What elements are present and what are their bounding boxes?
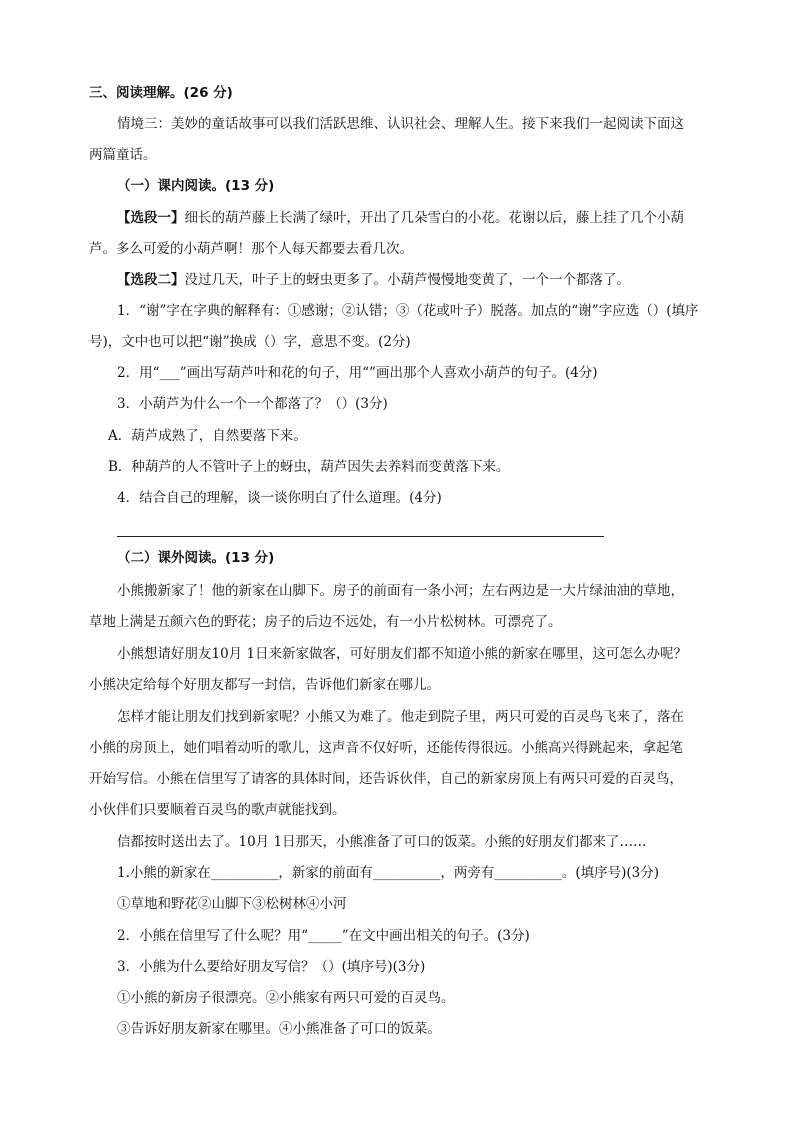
story-p2-line-2: 小熊决定给每个好朋友都写一封信，告诉他们新家在哪儿。 bbox=[89, 677, 440, 693]
passage2-tag: 【选段二】 bbox=[117, 272, 185, 288]
passage1-line-2: 芦。多么可爱的小葫芦啊！那个人每天都要去看几次。 bbox=[89, 241, 413, 257]
story-p3-line-3: 开始写信。小熊在信里写了请客的具体时间，还告诉伙伴，自己的新家房顶上有两只可爱的百灵鸟， bbox=[89, 771, 683, 787]
section-title: 三、阅读理解。(26 分) bbox=[89, 85, 233, 101]
part2-q3-options-1: ①小熊的新房子很漂亮。②小熊家有两只可爱的百灵鸟。 bbox=[117, 990, 455, 1006]
part1-title: （一）课内阅读。(13 分) bbox=[117, 178, 275, 194]
answer-line bbox=[117, 536, 604, 537]
part2-q3: 3．小熊为什么要给好朋友写信？（）(填序号)(3分) bbox=[117, 959, 426, 975]
intro-line-1: 情境三：美妙的童话故事可以我们活跃思维、认识社会、理解人生。接下来我们一起阅读下面这 bbox=[117, 116, 684, 132]
part1-q2: 2．用“___”画出写葫芦叶和花的句子，用“”画出那个人喜欢小葫芦的句子。(4分) bbox=[117, 365, 598, 381]
story-p1-line-1: 小熊搬新家了！他的新家在山脚下。房子的前面有一条小河；左右两边是一大片绿油油的草地， bbox=[117, 583, 684, 599]
story-p3-line-1: 怎样才能让朋友们找到新家呢？小熊又为难了。他走到院子里，两只可爱的百灵鸟飞来了，落在 bbox=[117, 709, 684, 725]
story-p2-line-1: 小熊想请好朋友10月 1日来新家做客，可好朋友们都不知道小熊的新家在哪里，这可怎么办呢？ bbox=[117, 646, 688, 662]
passage1-tag: 【选段一】 bbox=[117, 210, 185, 226]
passage2-line bbox=[117, 271, 630, 289]
part2-q1: 1.小熊的新家在__________，新家的前面有__________，两旁有__________。(填序号)(3分) bbox=[117, 865, 660, 881]
part1-q1-line-2: 号)，文中也可以把“谢”换成（）字，意思不变。(2分) bbox=[89, 334, 411, 350]
passage2-text: 没过几天，叶子上的蚜虫更多了。小葫芦慢慢地变黄了，一个一个都落了。 bbox=[184, 272, 630, 288]
story-p3-line-2: 小熊的房顶上，她们唱着动听的歌儿，这声音不仅好听，还能传得很远。小熊高兴得跳起来，拿起笔 bbox=[89, 740, 683, 756]
story-p4: 信都按时送出去了。10月 1日那天，小熊准备了可口的饭菜。小熊的好朋友们都来了…… bbox=[117, 834, 647, 850]
part1-q1-line-1: 1．“谢”字在字典的解释有：①感谢；②认错；③（花或叶子）脱落。加点的“谢”字应选（）(填序 bbox=[117, 303, 699, 319]
part2-q2: 2．小熊在信里写了什么呢？用“_____”在文中画出相关的句子。(3分) bbox=[117, 928, 530, 944]
part1-q3-option-b: B．种葫芦的人不管叶子上的蚜虫，葫芦因失去养料而变黄落下来。 bbox=[108, 459, 510, 475]
part2-title: （二）课外阅读。(13 分) bbox=[117, 550, 275, 566]
part1-q3: 3．小葫芦为什么一个一个都落了？（）(3分) bbox=[117, 396, 388, 412]
part2-q1-options: ①草地和野花②山脚下③松树林④小河 bbox=[117, 896, 347, 912]
passage1-line-1 bbox=[117, 209, 684, 227]
intro-line-2: 两篇童话。 bbox=[89, 147, 157, 163]
part1-q4: 4．结合自己的理解，谈一谈你明白了什么道理。(4分) bbox=[117, 490, 442, 506]
part2-q3-options-2: ③告诉好朋友新家在哪里。④小熊准备了可口的饭菜。 bbox=[117, 1021, 441, 1037]
story-p1-line-2: 草地上满是五颜六色的野花；房子的后边不远处，有一小片松树林。可漂亮了。 bbox=[89, 614, 562, 630]
story-p3-line-4: 小伙伴们只要顺着百灵鸟的歌声就能找到。 bbox=[89, 802, 346, 818]
part1-q3-option-a: A．葫芦成熟了，自然要落下来。 bbox=[108, 428, 307, 444]
passage1-text-1: 细长的葫芦藤上长满了绿叶，开出了几朵雪白的小花。花谢以后，藤上挂了几个小葫 bbox=[184, 210, 684, 226]
